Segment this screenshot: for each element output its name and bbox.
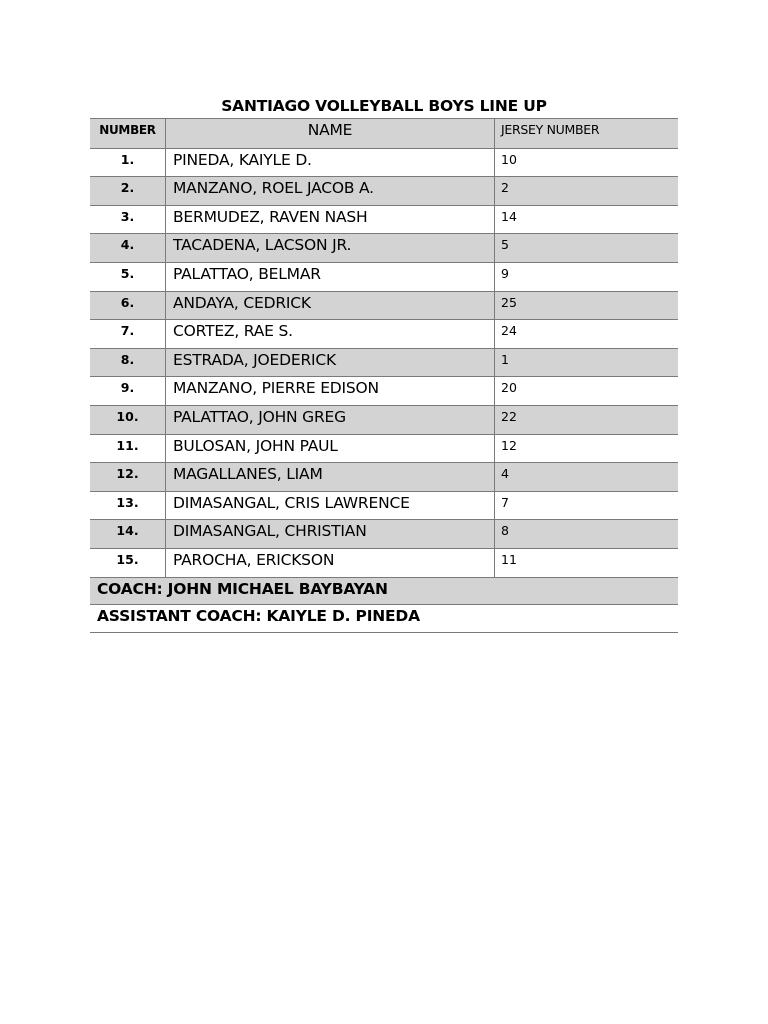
table-row xyxy=(90,177,678,206)
player-number: 3. xyxy=(90,205,166,234)
player-jersey: 22 xyxy=(495,405,679,434)
player-name: ESTRADA, JOEDERICK xyxy=(166,348,495,377)
header-jersey-number: JERSEY NUMBER xyxy=(495,119,679,149)
player-name: PALATTAO, BELMAR xyxy=(166,262,495,291)
player-jersey: 7 xyxy=(495,491,679,520)
player-jersey: 4 xyxy=(495,463,679,492)
table-row xyxy=(90,491,678,520)
player-jersey: 10 xyxy=(495,148,679,177)
header-name: NAME xyxy=(166,119,495,149)
player-name: PALATTAO, JOHN GREG xyxy=(166,405,495,434)
table-row xyxy=(90,320,678,349)
player-jersey: 11 xyxy=(495,548,679,577)
player-number: 15. xyxy=(90,548,166,577)
table-row xyxy=(90,348,678,377)
player-jersey: 9 xyxy=(495,262,679,291)
table-row xyxy=(90,548,678,577)
player-number: 6. xyxy=(90,291,166,320)
player-number: 8. xyxy=(90,348,166,377)
table-row xyxy=(90,205,678,234)
assistant-coach-row xyxy=(90,605,678,633)
player-number: 5. xyxy=(90,262,166,291)
player-number: 4. xyxy=(90,234,166,263)
player-jersey: 24 xyxy=(495,320,679,349)
table-row xyxy=(90,405,678,434)
assistant-coach-name: ASSISTANT COACH: KAIYLE D. PINEDA xyxy=(90,605,678,633)
player-name: BULOSAN, JOHN PAUL xyxy=(166,434,495,463)
player-jersey: 12 xyxy=(495,434,679,463)
table-row xyxy=(90,262,678,291)
table-row xyxy=(90,520,678,549)
player-name: MANZANO, ROEL JACOB A. xyxy=(166,177,495,206)
player-name: MAGALLANES, LIAM xyxy=(166,463,495,492)
player-jersey: 1 xyxy=(495,348,679,377)
player-name: DIMASANGAL, CRIS LAWRENCE xyxy=(166,491,495,520)
player-number: 13. xyxy=(90,491,166,520)
player-jersey: 8 xyxy=(495,520,679,549)
table-header-row xyxy=(90,119,678,149)
table-row xyxy=(90,234,678,263)
player-name: CORTEZ, RAE S. xyxy=(166,320,495,349)
table-row xyxy=(90,434,678,463)
lineup-table xyxy=(90,118,678,633)
player-jersey: 5 xyxy=(495,234,679,263)
player-number: 2. xyxy=(90,177,166,206)
player-jersey: 2 xyxy=(495,177,679,206)
table-row xyxy=(90,377,678,406)
table-row xyxy=(90,291,678,320)
player-name: BERMUDEZ, RAVEN NASH xyxy=(166,205,495,234)
player-name: MANZANO, PIERRE EDISON xyxy=(166,377,495,406)
header-number: NUMBER xyxy=(90,119,166,149)
player-number: 7. xyxy=(90,320,166,349)
player-jersey: 25 xyxy=(495,291,679,320)
page-title: SANTIAGO VOLLEYBALL BOYS LINE UP xyxy=(221,97,547,115)
player-number: 1. xyxy=(90,148,166,177)
player-number: 12. xyxy=(90,463,166,492)
table-row xyxy=(90,463,678,492)
player-name: ANDAYA, CEDRICK xyxy=(166,291,495,320)
coach-row xyxy=(90,577,678,605)
table-row xyxy=(90,148,678,177)
player-name: TACADENA, LACSON JR. xyxy=(166,234,495,263)
player-number: 10. xyxy=(90,405,166,434)
player-jersey: 20 xyxy=(495,377,679,406)
coach-name: COACH: JOHN MICHAEL BAYBAYAN xyxy=(90,577,678,605)
player-jersey: 14 xyxy=(495,205,679,234)
player-name: PAROCHA, ERICKSON xyxy=(166,548,495,577)
player-name: DIMASANGAL, CHRISTIAN xyxy=(166,520,495,549)
player-number: 9. xyxy=(90,377,166,406)
player-number: 14. xyxy=(90,520,166,549)
player-name: PINEDA, KAIYLE D. xyxy=(166,148,495,177)
player-number: 11. xyxy=(90,434,166,463)
